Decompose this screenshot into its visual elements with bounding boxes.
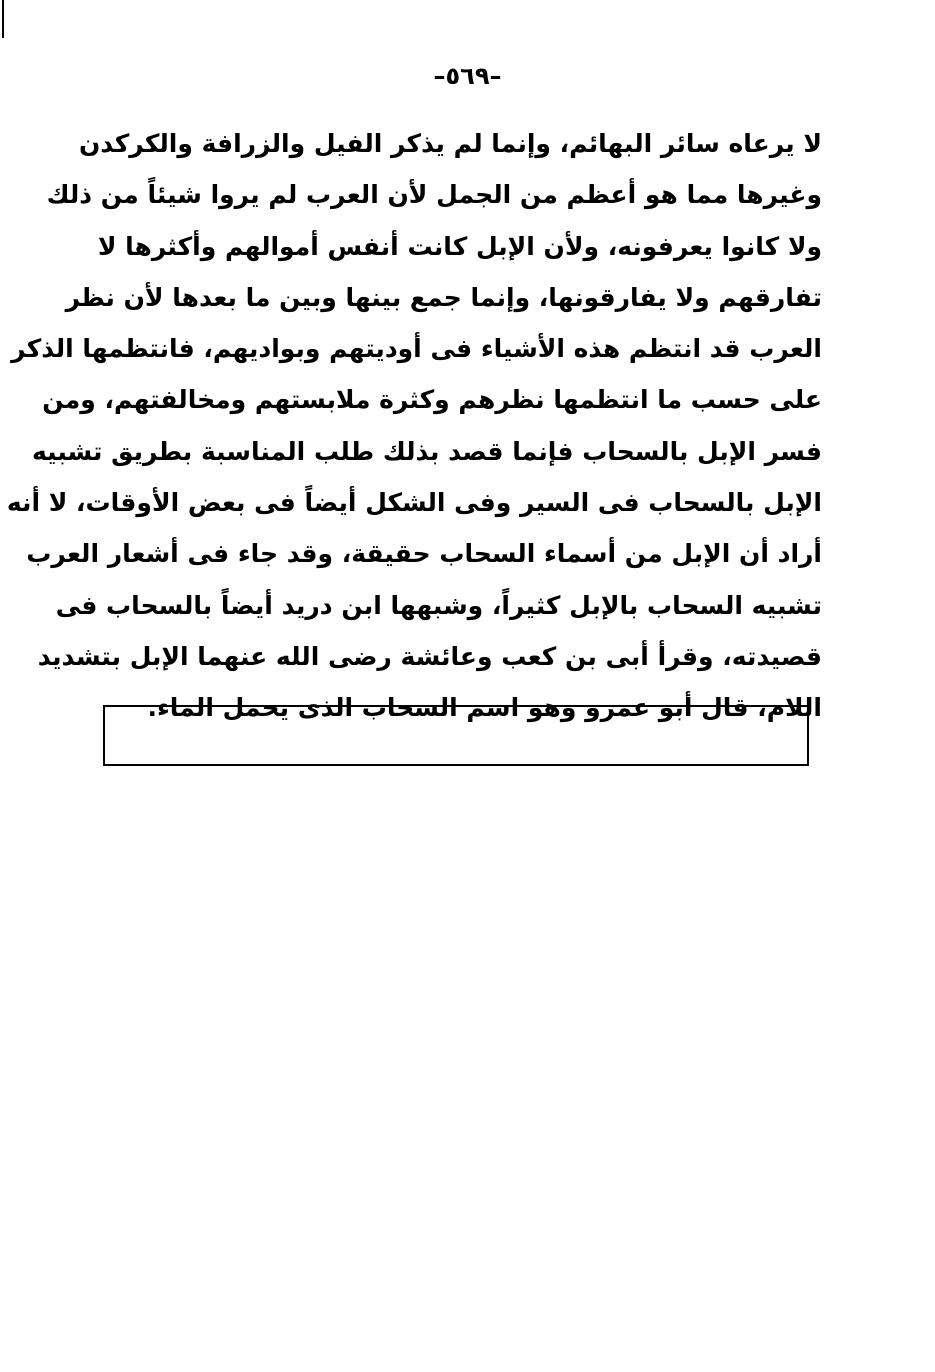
text-line: وغيرها مما هو أعظم من الجمل لأن العرب لم يروا شيئاً من ذلك	[46, 180, 822, 210]
text-line: العرب قد انتظم هذه الأشياء فى أوديتهم وبواديهم، فانتظمها الذكر	[11, 334, 822, 364]
text-line: لا يرعاه سائر البهائم، وإنما لم يذكر الفيل والزرافة والكركدن	[78, 129, 822, 158]
page-number: –٥٦٩–	[433, 62, 502, 90]
text-line: أراد أن الإبل من أسماء السحاب حقيقة، وقد جاء فى أشعار العرب	[26, 539, 822, 569]
text-line: فسر الإبل بالسحاب فإنما قصد بذلك طلب المناسبة بطريق تشبيه	[31, 436, 822, 466]
text-line: قصيدته، وقرأ أبى بن كعب وعائشة رضى الله عنهما الإبل بتشديد	[37, 641, 822, 671]
text-line-last: اللام، قال أبو عمرو وهو اسم السحاب الذى يحمل الماء.	[147, 693, 822, 723]
text-line: تشبيه السحاب بالإبل كثيراً، وشبهها ابن دريد أيضاً بالسحاب فى	[55, 590, 822, 620]
body-text	[6, 118, 822, 734]
text-line: ولا كانوا يعرفونه، ولأن الإبل كانت أنفس أموالهم وأكثرها لا	[97, 231, 822, 261]
text-line: على حسب ما انتظمها نظرهم وكثرة ملابستهم ومخالفتهم، ومن	[42, 385, 822, 415]
text-line: تفارقهم ولا يفارقونها، وإنما جمع بينها وبين ما بعدها لأن نظر	[65, 282, 822, 312]
scan-edge-mark	[2, 0, 4, 38]
text-line: الإبل بالسحاب فى السير وفى الشكل أيضاً فى بعض الأوقات، لا أنه	[6, 488, 822, 518]
footnote-box	[103, 705, 809, 766]
